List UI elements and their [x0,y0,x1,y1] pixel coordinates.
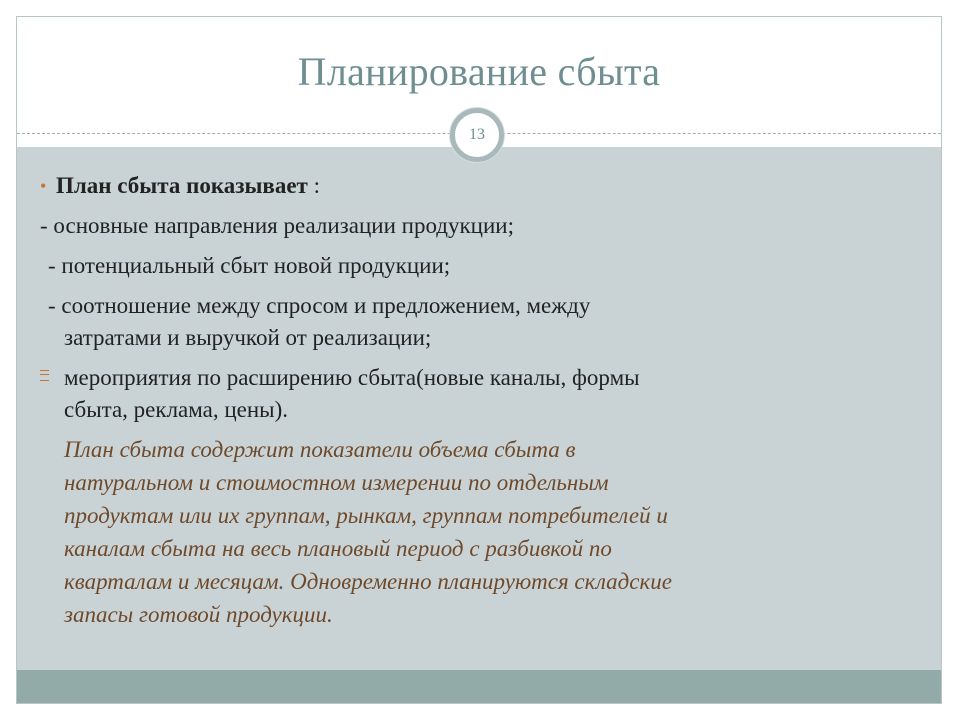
note-line-2: натуральном и стоимостном измерении по отдельным [64,470,609,495]
heading-suffix: : [307,173,320,198]
sub-bullet-line [40,362,640,394]
list-line-3-cont: затратами и выручкой от реализации; [64,325,432,350]
list-line-2: - потенциальный сбыт новой продукции; [48,253,451,278]
sub-bullet-text-1: мероприятия по расширению сбыта(новые каналы, формы [64,365,640,390]
bullet-dot-icon: • [40,176,47,196]
list-line-3: - соотношение между спросом и предложением, между [48,293,591,318]
note-paragraph [64,433,924,631]
note-line-6: запасы готовой продукции. [64,602,333,627]
note-line-3: продуктам или их группам, рынкам, группам потребителей и [64,503,668,528]
heading-line [40,170,320,202]
list-bullet-icon [40,370,49,381]
page-number: 13 [469,126,485,143]
footer-bar [17,670,941,703]
page-number-badge [450,108,504,162]
sub-bullet-text-2: сбыта, реклама, цены). [64,397,289,422]
list-line-1: - основные направления реализации продукции; [40,213,514,238]
note-line-5: кварталам и месяцам. Одновременно планируются складские [64,569,672,594]
heading-text: План сбыта показывает [56,173,308,198]
slide-title: Планирование сбыта [297,49,661,94]
note-line-1: План сбыта содержит показатели объема сбыта в [64,437,576,462]
note-line-4: каналам сбыта на весь плановый период с разбивкой по [64,536,612,561]
